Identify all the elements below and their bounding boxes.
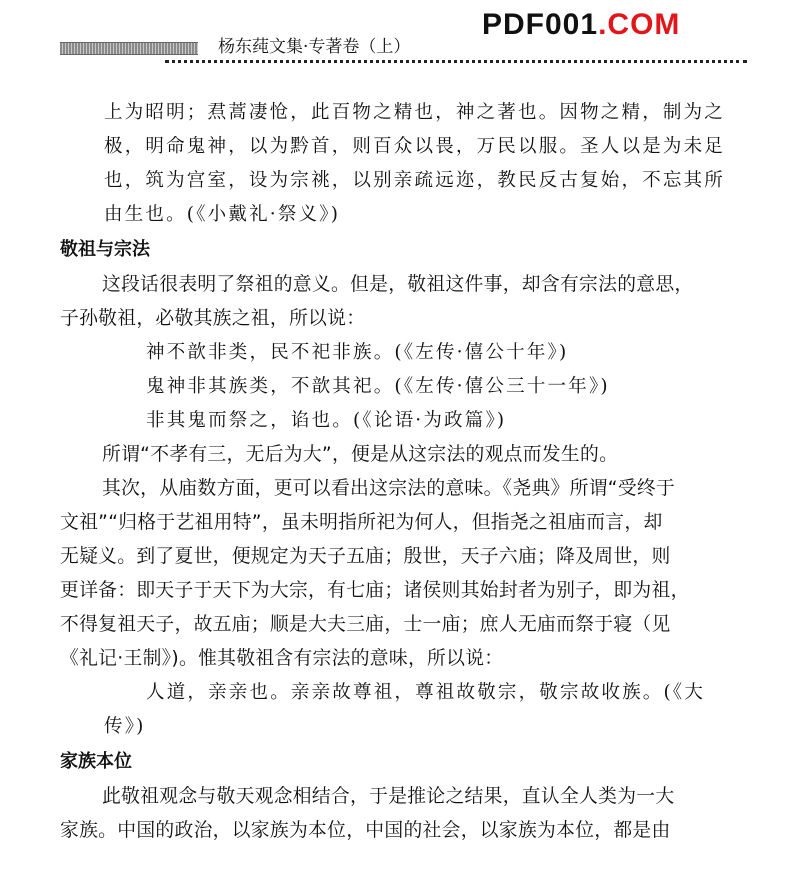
section-heading: 家族本位 [60,751,132,772]
paragraph-line: 文祖”“归格于艺祖用特”，虽未明指所祀为何人，但指尧之祖庙而言，却 [60,512,663,533]
watermark-prefix: PDF001 [482,8,599,41]
quote-line: 也，筑为宫室，设为宗祧，以别亲疏远迩，教民反古复始，不忘其所 [104,170,726,191]
paragraph-line: 更详备：即天子于天下为大宗，有七庙；诸侯则其始封者为别子，即为祖， [60,580,690,601]
paragraph-line: 这段话很表明了祭祖的意义。但是，敬祖这件事，却含有宗法的意思， [102,274,694,295]
paragraph-line: 《礼记·王制》)。惟其敬祖含有宗法的意味，所以说： [60,648,504,669]
quote-line: 鬼神非其族类，不歆其祀。(《左传·僖公三十一年》) [146,376,610,397]
watermark [482,8,680,42]
header-decoration-bar [60,42,198,55]
quote-line: 神不歆非类，民不祀非族。(《左传·僖公十年》) [146,342,569,363]
paragraph-line: 家族。中国的政治，以家族为本位，中国的社会，以家族为本位，都是由 [60,820,671,841]
watermark-suffix: .COM [598,8,681,41]
quote-line: 上为昭明；焄蒿凄怆，此百物之精也，神之著也。因物之精，制为之 [104,102,726,123]
paragraph-line: 无疑义。到了夏世，便规定为天子五庙；殷世，天子六庙；降及周世，则 [60,546,671,567]
header-dotted-rule [165,60,747,63]
paragraph-line: 其次，从庙数方面，更可以看出这宗法的意味。《尧典》所谓“受终于 [102,478,676,499]
paragraph-line: 所谓“不孝有三，无后为大”，便是从这宗法的观点而发生的。 [102,444,619,465]
paragraph-line: 不得复祖天子，故五庙；顺是大夫三庙，士一庙；庶人无庙而祭于寝（见 [60,614,671,635]
running-head: 杨东莼文集·专著卷（上） [218,37,411,57]
page-body [60,96,750,848]
quote-line: 非其鬼而祭之，谄也。(《论语·为政篇》) [146,410,507,431]
paragraph-line: 此敬祖观念与敬天观念相结合，于是推论之结果，直认全人类为一大 [102,786,675,807]
section-heading: 敬祖与宗法 [60,239,150,260]
quote-line: 由生也。(《小戴礼·祭义》) [104,204,341,225]
quote-line: 传》) [104,716,146,737]
quote-line: 极，明命鬼神，以为黔首，则百众以畏，万民以服。圣人以是为未足 [104,136,726,157]
quote-line: 人道，亲亲也。亲亲故尊祖，尊祖故敬宗，敬宗故收族。(《大 [146,682,706,703]
paragraph-line: 子孙敬祖，必敬其族之祖，所以说： [60,308,366,329]
